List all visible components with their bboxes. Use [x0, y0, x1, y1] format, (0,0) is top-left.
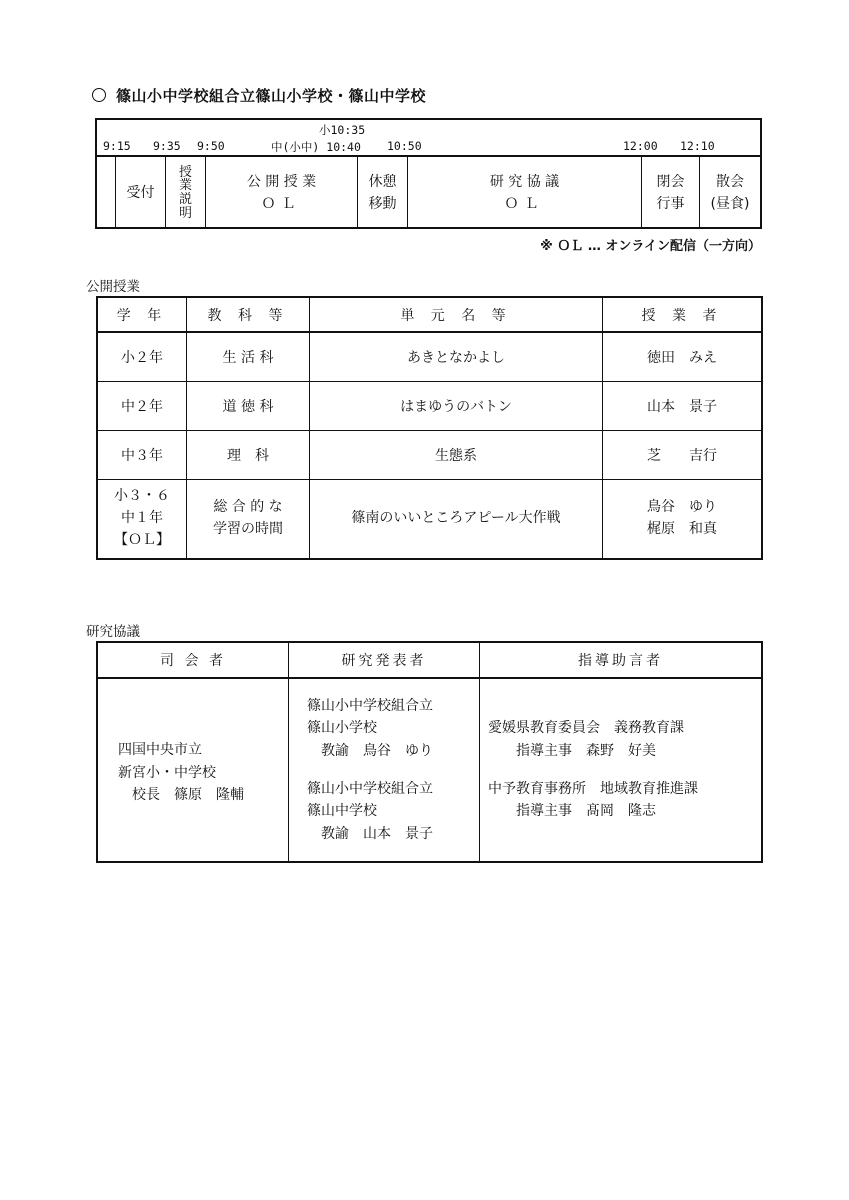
column-header: 研究発表者: [289, 642, 480, 678]
advisor-entry: 愛媛県教育委員会 義務教育課 指導主事 森野 好美: [488, 720, 684, 759]
open-class-table: [96, 296, 763, 560]
grade-cell: 中２年: [97, 382, 187, 431]
column-header: 教 科 等: [187, 297, 310, 332]
advisor-entry: 中予教育事務所 地域教育推進課 指導主事 髙岡 隆志: [488, 781, 698, 820]
table-header-row: [97, 297, 762, 332]
discussion-table: [96, 641, 763, 863]
open-class-label: 公開授業: [86, 279, 140, 295]
online-note: ※ ＯＬ … オンライン配信（一方向）: [540, 239, 761, 254]
schedule-timeline: [97, 120, 760, 157]
presenter-entry: 篠山小中学校組合立 篠山小学校 教諭 鳥谷 ゆり: [307, 697, 433, 759]
advisors-cell: [480, 678, 763, 862]
teacher-cell: 芝 吉行: [603, 431, 763, 480]
schedule-box: [95, 118, 762, 229]
column-header: 単 元 名 等: [310, 297, 603, 332]
schedule-blocks: [97, 157, 760, 229]
column-header: 司 会 者: [97, 642, 289, 678]
column-header: 指導助言者: [480, 642, 763, 678]
time-label: 小10:35: [319, 123, 366, 137]
subject-cell: 総 合 的 な 学習の時間: [187, 480, 310, 560]
column-header: 学 年: [97, 297, 187, 332]
explanation-block: [165, 157, 205, 229]
table-row: [97, 480, 762, 560]
column-header: 授 業 者: [603, 297, 763, 332]
discussion-block: 研 究 協 議 ＯＬ: [407, 157, 641, 229]
time-label: 10:50: [387, 139, 422, 153]
teacher-cell: 徳田 みえ: [603, 332, 763, 382]
table-row: [97, 431, 762, 480]
time-label: 12:00: [623, 139, 658, 153]
table-row: [97, 332, 762, 382]
reception-block: 受付: [115, 157, 165, 229]
table-row: [97, 678, 762, 862]
time-label: 12:10: [680, 139, 715, 153]
break-block: 休憩 移動: [357, 157, 407, 229]
moderator-cell: 四国中央市立 新宮小・中学校 校長 篠原 隆輔: [97, 678, 289, 862]
page-heading: [92, 85, 426, 106]
time-label: 中(小中) 10:40: [271, 140, 361, 154]
grade-cell: 小２年: [97, 332, 187, 382]
unit-cell: 篠南のいいところアピール大作戦: [310, 480, 603, 560]
grade-cell: 小３・６ 中１年 【ＯＬ】: [97, 480, 187, 560]
table-header-row: [97, 642, 762, 678]
unit-cell: はまゆうのバトン: [310, 382, 603, 431]
closing-block: 閉会 行事: [641, 157, 699, 229]
lead-cell: [97, 157, 115, 229]
table-row: [97, 382, 762, 431]
time-label: 9:35: [153, 139, 181, 153]
time-label: 9:15: [103, 139, 131, 153]
open-class-block: 公 開 授 業 ＯＬ: [205, 157, 357, 229]
subject-cell: 道 徳 科: [187, 382, 310, 431]
circle-bullet-icon: [92, 88, 106, 102]
teacher-cell: 鳥谷 ゆり 梶原 和真: [603, 480, 763, 560]
dismiss-block: 散会 (昼食): [699, 157, 760, 229]
unit-cell: 生態系: [310, 431, 603, 480]
subject-cell: 生 活 科: [187, 332, 310, 382]
presenters-cell: [289, 678, 480, 862]
explanation-vertical-text: 授 業 説 明: [178, 164, 192, 221]
unit-cell: あきとなかよし: [310, 332, 603, 382]
discussion-label: 研究協議: [86, 624, 140, 640]
teacher-cell: 山本 景子: [603, 382, 763, 431]
presenter-entry: 篠山小中学校組合立 篠山中学校 教諭 山本 景子: [307, 781, 433, 842]
heading-text: 篠山小中学校組合立篠山小学校・篠山中学校: [116, 87, 427, 105]
time-label: 9:50: [197, 139, 225, 153]
grade-cell: 中３年: [97, 431, 187, 480]
subject-cell: 理 科: [187, 431, 310, 480]
